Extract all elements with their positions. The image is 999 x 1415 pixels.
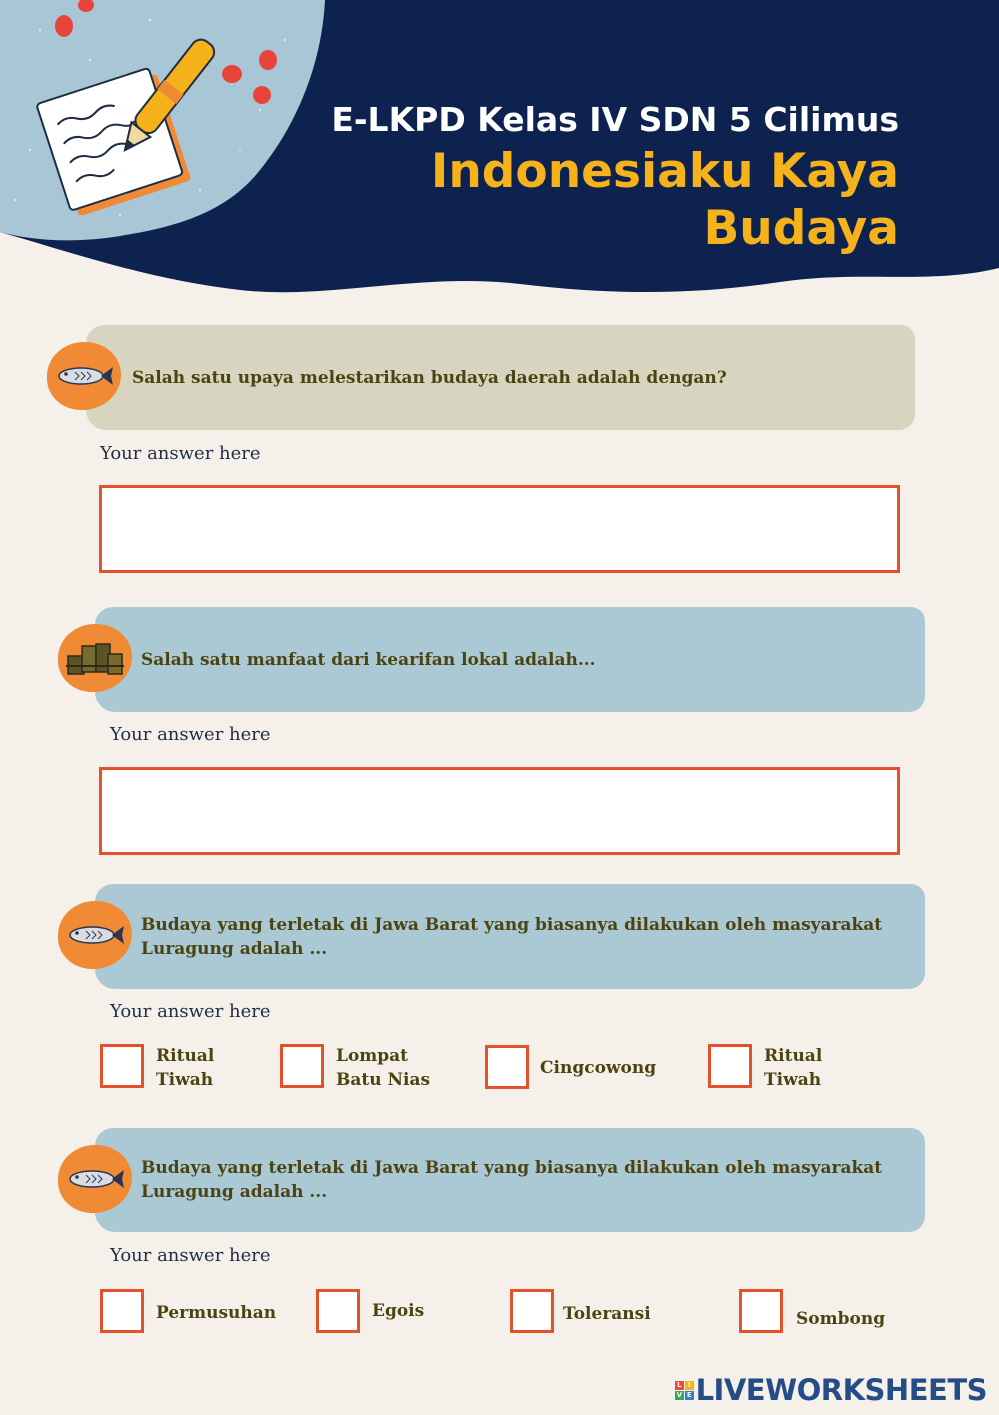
option-checkbox-3a[interactable] [100, 1044, 144, 1088]
question-2-text: Salah satu manfaat dari kearifan lokal adalah... [141, 649, 596, 670]
liveworksheets-logo[interactable] [675, 1373, 987, 1407]
question-4-text: Budaya yang terletak di Jawa Barat yang biasanya dilakukan oleh masyarakat Luragung adalah ... [141, 1158, 883, 1202]
option-checkbox-4c[interactable] [510, 1289, 554, 1333]
option-label-3c: Cingcowong [540, 1058, 657, 1078]
option-label-4a: Permusuhan [156, 1303, 277, 1323]
option-checkbox-3b[interactable] [280, 1044, 324, 1088]
option-label-3b: Lompat Batu Nias [336, 1046, 431, 1090]
answer-label-1: Your answer here [100, 443, 261, 464]
option-checkbox-4b[interactable] [316, 1289, 360, 1333]
answer-input-2[interactable] [99, 767, 900, 855]
option-checkbox-4d[interactable] [739, 1289, 783, 1333]
page-title: Indonesiaku Kaya Budaya [430, 144, 899, 256]
option-label-3d: Ritual Tiwah [764, 1046, 823, 1090]
question-3-banner [95, 884, 925, 989]
option-label-4b: Egois [372, 1301, 425, 1321]
option-label-3a: Ritual Tiwah [156, 1046, 215, 1090]
option-label-4c: Toleransi [563, 1304, 651, 1324]
option-label-4d: Sombong [796, 1309, 886, 1329]
fish-icon [58, 1145, 132, 1213]
answer-label-3: Your answer here [110, 1001, 271, 1022]
option-checkbox-4a[interactable] [100, 1289, 144, 1333]
answer-label-4: Your answer here [110, 1245, 271, 1266]
worksheet-class-label: E-LKPD Kelas IV SDN 5 Cilimus [331, 100, 899, 139]
question-3-text: Budaya yang terletak di Jawa Barat yang biasanya dilakukan oleh masyarakat Luragung adalah ... [141, 914, 883, 959]
question-4-banner [95, 1128, 925, 1232]
answer-input-1[interactable] [99, 485, 900, 573]
question-2-banner [95, 607, 925, 712]
option-checkbox-3d[interactable] [708, 1044, 752, 1088]
liveworksheets-wordmark: LIVEWORKSHEETS [695, 1373, 987, 1407]
fish-icon [47, 342, 121, 410]
fish-icon [58, 901, 132, 969]
option-checkbox-3c[interactable] [485, 1045, 529, 1089]
notebook-pen-icon [28, 25, 218, 215]
drums-icon [58, 624, 132, 692]
liveworksheets-mark-icon: L I V E [675, 1381, 694, 1400]
question-1-text: Salah satu upaya melestarikan budaya daerah adalah dengan? [132, 367, 727, 388]
question-1-banner [86, 325, 915, 430]
answer-label-2: Your answer here [110, 724, 271, 745]
